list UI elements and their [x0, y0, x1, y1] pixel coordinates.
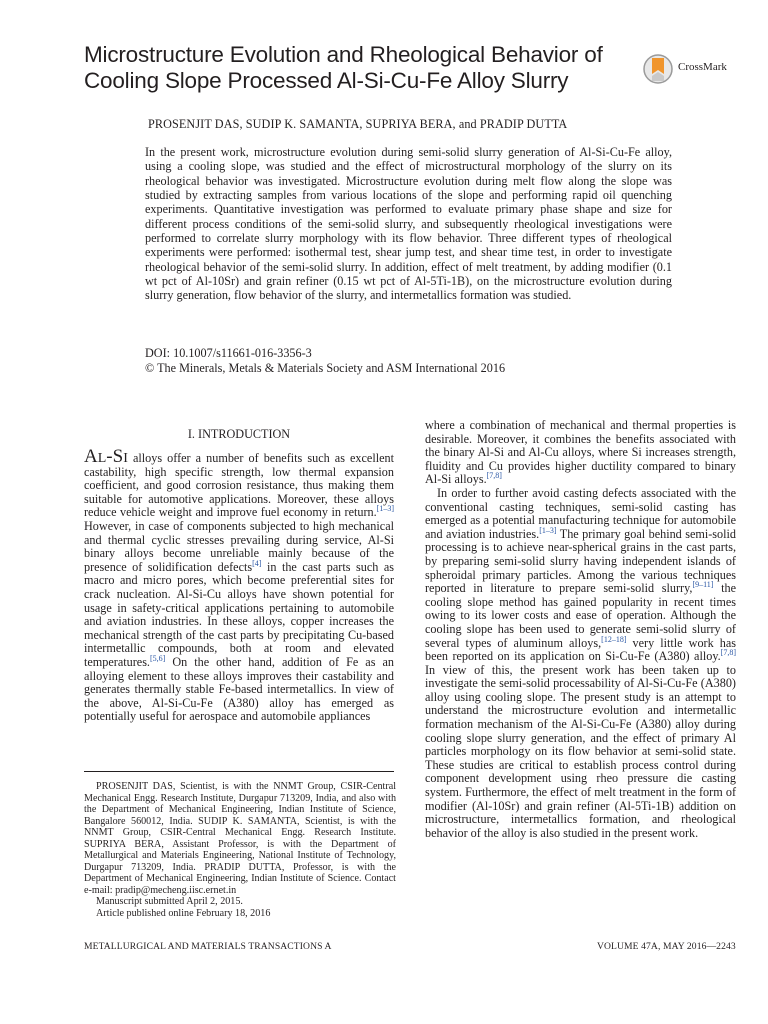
paragraph-text: alloys offer a number of benefits such as excellent castability, high specific strength, low thermal expansion coefficient, and good corrosion resistance, thus making them suitable for automotive applications. Moreover, these alloys reduce vehicle weight and improve fuel economy in return.: [84, 451, 394, 520]
author-affiliation-footnote: [84, 781, 396, 920]
footnote-published: Article published online February 18, 2016: [96, 908, 271, 920]
paragraph-text: the cooling slope method has gained popularity in recent times owing to its lower costs and ease of operation. Although the cooling slope has been used to generate semi-solid slurry of several types of aluminum alloys,: [425, 581, 737, 650]
dropcap-dash: -: [106, 446, 113, 467]
paragraph-text: However, in case of components subjected to high mechanical and thermal cyclic stresses prevailing during service, Al-Si binary alloys become unreliable mainly because of the presence of solidification defects: [84, 518, 394, 574]
dropcap-letter-2: S: [112, 446, 124, 467]
citation-link[interactable]: [7,8]: [720, 648, 736, 658]
paragraph-text: On the other hand, addition of Fe as an alloying element to these alloys improves their castability and generates thermally stable Fe-based intermetallics. In view of the above, Al-Si-Cu-Fe (A380) alloy has emerged as potentially useful for aerospace and automobile appliances: [84, 654, 394, 724]
paragraph-text: In view of this, the present work has been taken up to investigate the semi-solid processability of Al-Si-Cu-Fe (A380) alloy using cooling slope. The present study is an attempt to understand the microstructure evolution and intermetallic formation mechanism of the Al-Si-Cu-Fe (A380) alloy during cooling slope slurry generation, and the effect of primary Al particles morphology on its flow behavior at semi-solid state. These studies are critical to establish process control during component development using rheo pressure die casting system. Furthermore, the effect of melt treatment in the form of modifier (Al-10Sr) and grain refiner (Al-5Ti-1B) addition on microstructure, intermetallics formation, and rheological behavior of the alloy is also studied in the present work.: [425, 662, 736, 840]
right-column: [425, 419, 736, 840]
citation-link[interactable]: [12–18]: [601, 634, 627, 644]
paragraph-text: In order to further avoid casting defects associated with the conventional casting techniques, semi-solid casting has emerged as a potential manufacturing technique for automobile and aviation industries.: [425, 485, 736, 541]
left-column: [84, 446, 394, 724]
footnote-text: PROSENJIT DAS, Scientist, is with the NNMT Group, CSIR-Central Mechanical Engg. Research Institute, Durgapur 713209, India, and also with the Department of Mechanical Engineering, Indian Institute of Science, Bangalore 560012, India. SUDIP K. SAMANTA, Scientist, is with the NNMT Group, CSIR-Central Mechanical Engg. Research Institute. SUPRIYA BERA, Assistant Professor, is with the Department of Metallurgical and Materials Engineering, National Institute of Technology, Durgapur 713209, India. PRADIP DUTTA, Professor, is with the Department of Mechanical Engineering, Indian Institute of Science. Contact e-mail: pradip@mecheng.iisc.ernet.in: [84, 781, 396, 896]
section-heading-introduction: I. INTRODUCTION: [187, 427, 291, 441]
citation-link[interactable]: [5,6]: [149, 653, 166, 663]
paragraph-text: very little work has been reported on its application on Si-Cu-Fe (A380) alloy.: [425, 635, 736, 664]
article-title-line-1: Microstructure Evolution and Rheological Behavior of: [84, 42, 603, 67]
citation-link[interactable]: [4]: [252, 558, 262, 568]
footnote-submitted: Manuscript submitted April 2, 2015.: [96, 896, 243, 908]
article-title-line-2: Cooling Slope Processed Al-Si-Cu-Fe Alloy Slurry: [84, 68, 569, 93]
paragraph-text: in the cast parts such as macro and micro pores, which become preferential sites for crack nucleation. Al-Si-Cu alloys have shown potential for usage in safety-critical applications pertaining to automobile and aviation industries. In these alloys, copper increases the mechanical strength of the cast parts by precipitating Cu-based intermetallic compounds, both at room and elevated temperatures.: [84, 559, 394, 669]
footnote-divider: [84, 771, 394, 772]
intro-paragraph-1: [84, 446, 394, 724]
dropcap-letter: A: [84, 446, 98, 467]
paragraph-text: The primary goal behind semi-solid processing is to achieve near-spherical grains in the cast parts, by preparing semi-solid slurry having independent islands of spheroidal primary particles. Among the various techniques reported in literature to prepare semi-solid slurry,: [425, 526, 737, 596]
article-title: [84, 42, 644, 94]
crossmark-label: CrossMark: [678, 61, 727, 73]
citation-link[interactable]: [9–11]: [692, 580, 714, 590]
paragraph-text: where a combination of mechanical and thermal properties is desirable. Moreover, it combines the benefits associated with the binary Al-Si and Al-Cu alloys, where Si increases strength, fluidity and Cu provides higher ductility compared to binary Al-Si alloys.: [425, 418, 736, 487]
citation-link[interactable]: [7,8]: [486, 471, 502, 481]
volume-page-footer: VOLUME 47A, MAY 2016—2243: [597, 941, 736, 952]
crossmark-icon: [643, 52, 673, 86]
copyright-line: © The Minerals, Metals & Materials Society and ASM International 2016: [145, 361, 506, 375]
intro-paragraph-2: [425, 487, 736, 840]
intro-paragraph-1-continued: [425, 419, 736, 487]
article-meta: [145, 346, 505, 376]
crossmark-badge[interactable]: [643, 52, 743, 86]
smallcap-letter-2: I: [123, 451, 128, 466]
citation-link[interactable]: [1–3]: [539, 525, 557, 535]
doi-line[interactable]: DOI: 10.1007/s11661-016-3356-3: [145, 346, 312, 360]
citation-link[interactable]: [1–3]: [376, 504, 394, 514]
author-list: PROSENJIT DAS, SUDIP K. SAMANTA, SUPRIYA BERA, and PRADIP DUTTA: [148, 117, 568, 131]
journal-name-footer: METALLURGICAL AND MATERIALS TRANSACTIONS A: [84, 941, 332, 952]
abstract: In the present work, microstructure evolution during semi-solid slurry generation of Al-Si-Cu-Fe alloy, using a cooling slope, was studied and the effect of microstructural morphology of the slurry on its rheological behavior was investigated. Microstructure evolution during melt flow along the slope was studied by extracting samples from various locations of the slope and performing rapid oil quenching experiments. Quantitative investigation was performed to evaluate primary phase shape and size for different process conditions of the semi-solid slurry, and subsequently rheological investigations were performed to correlate slurry morphology with its flow behavior. Three different types of rheological experiments were performed: isothermal test, shear jump test, and shear time test, in order to investigate rheological behavior of the semi-solid slurry. In addition, effect of melt treatment, by adding modifier (0.1 wt pct of Al-10Sr) and grain refiner (0.15 wt pct of Al-5Ti-1B), on the microstructure evolution during slurry generation, flow behavior of the slurry, and intermetallics formation was studied.: [145, 145, 672, 303]
smallcap-letter: L: [97, 451, 107, 466]
